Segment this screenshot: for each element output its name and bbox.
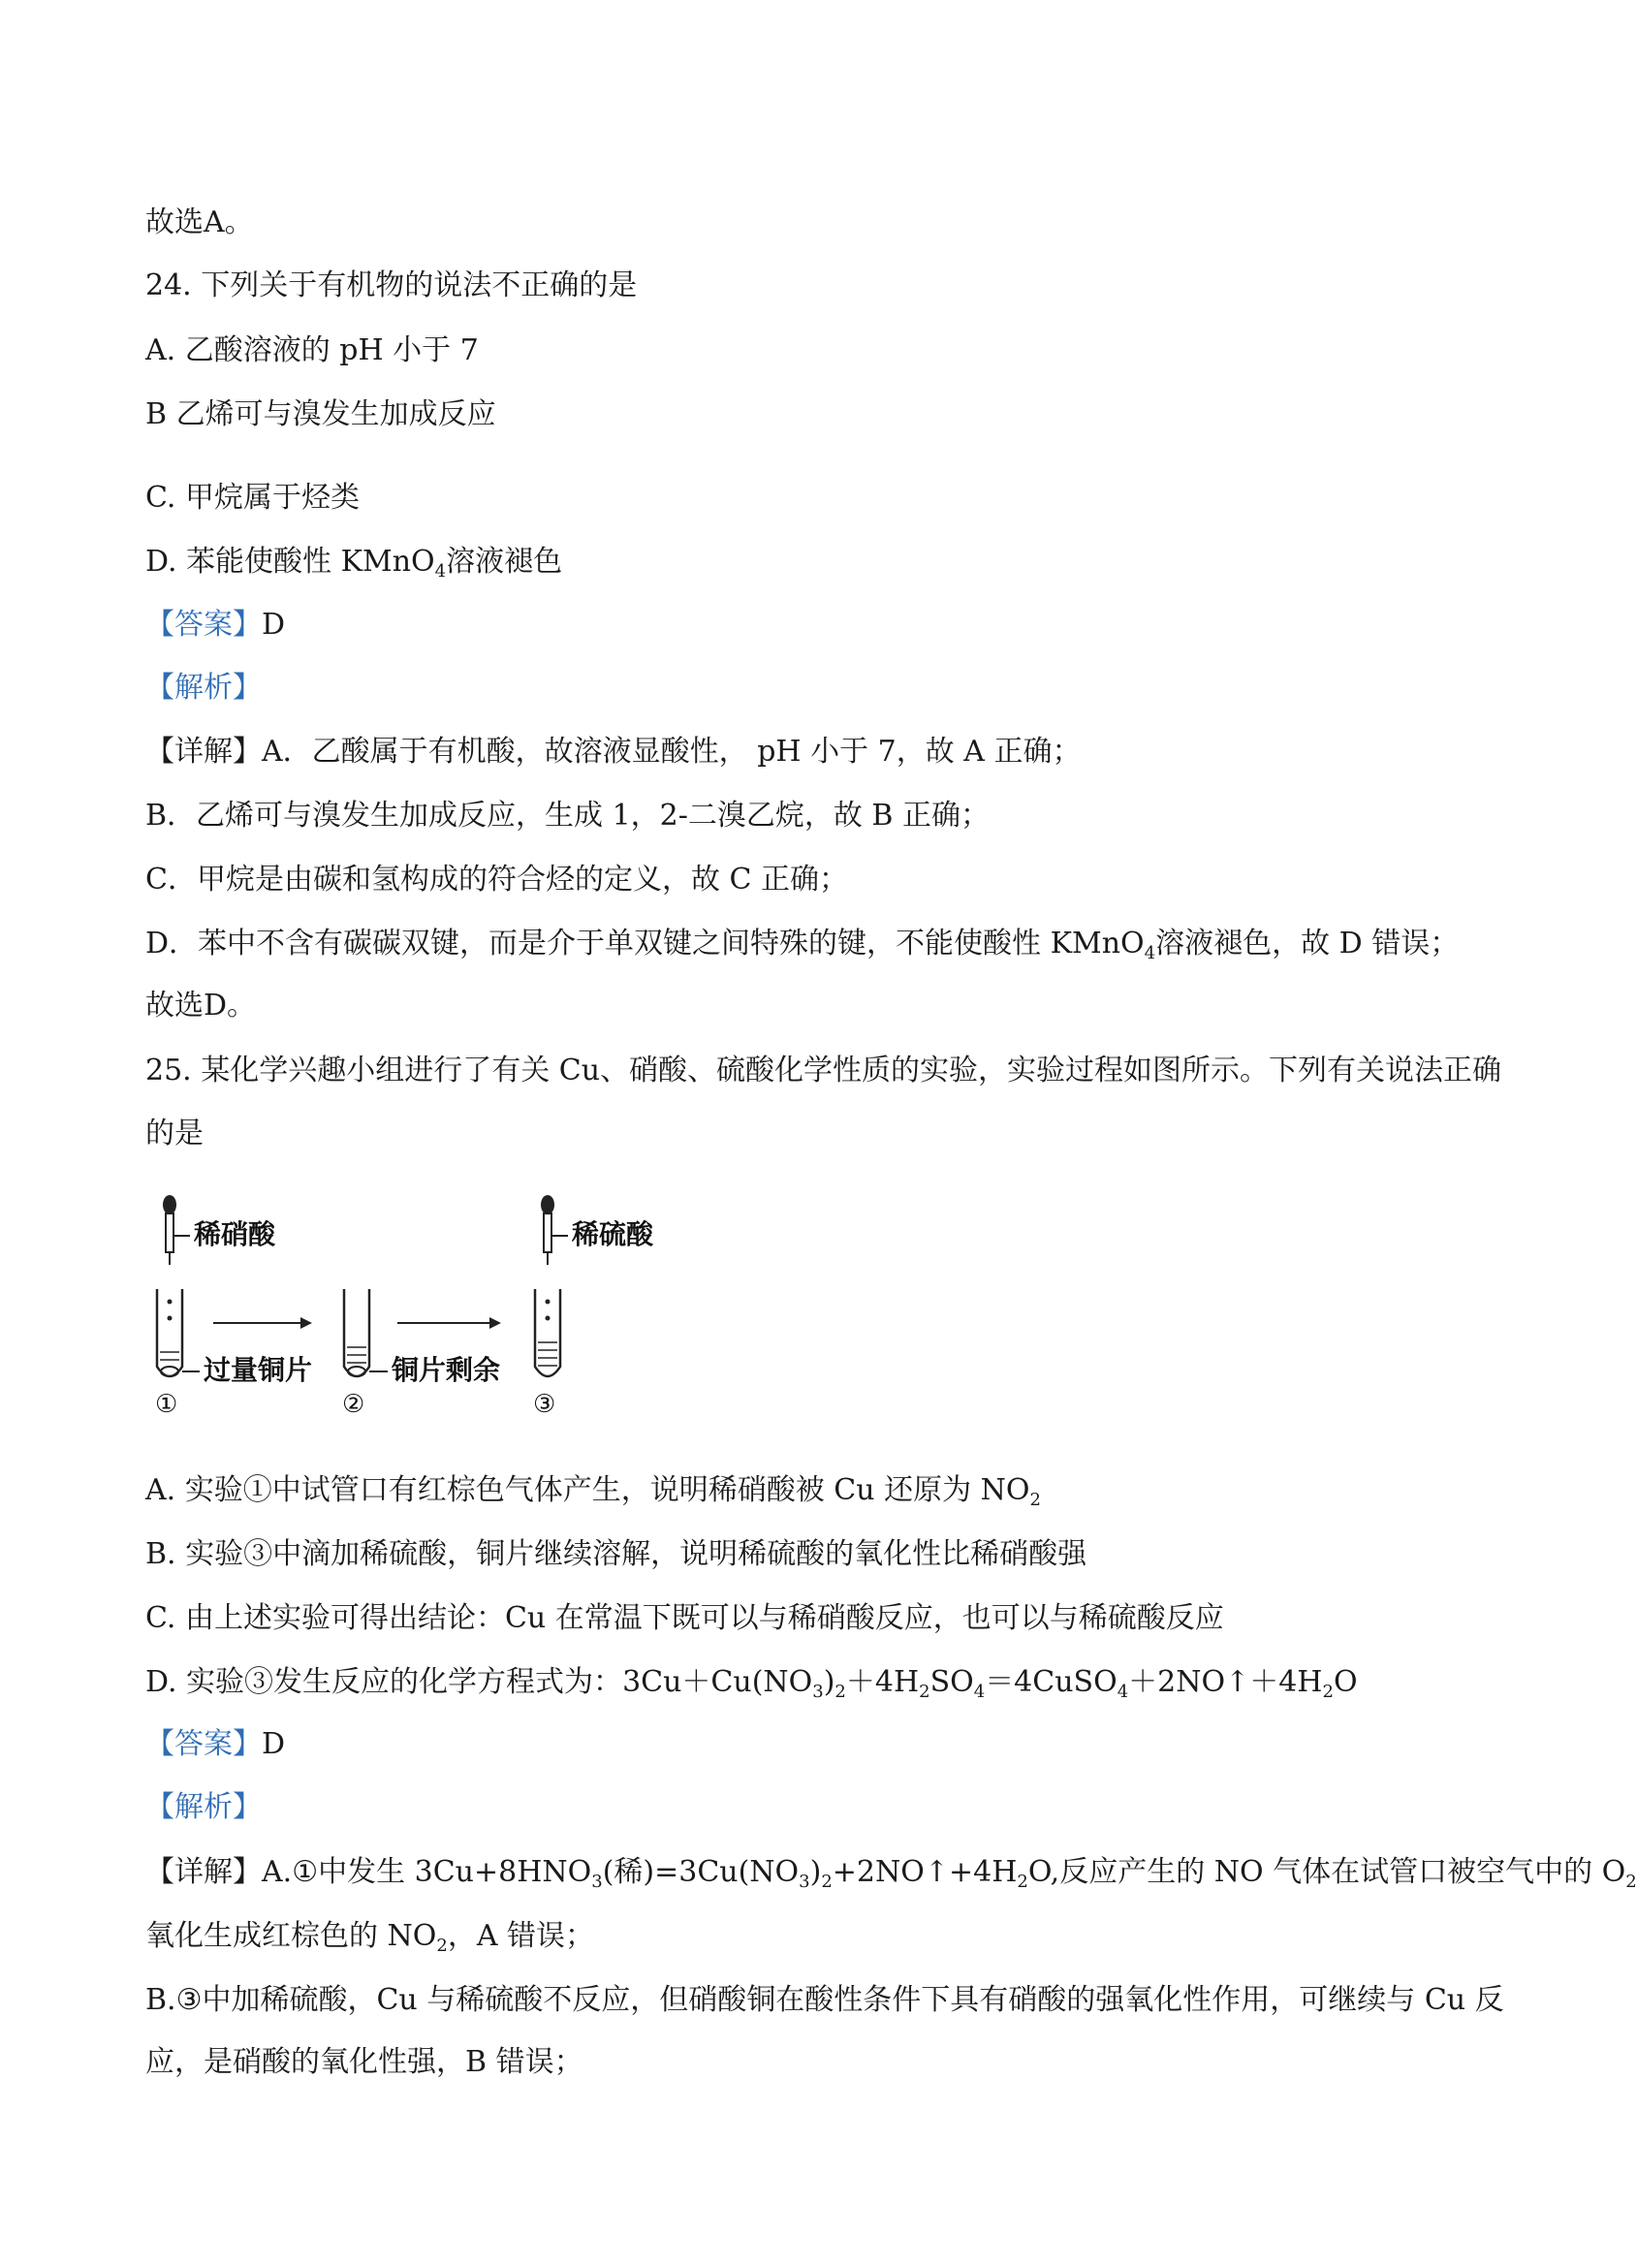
q25-answer: 【答案】D xyxy=(145,1727,286,1761)
q24-option-d: D. 苯能使酸性 KMnO$_4$溶液褪色 xyxy=(145,545,563,582)
dropper-icon-1 xyxy=(163,1195,176,1265)
answer-label: 【答案】 xyxy=(145,608,262,642)
q25-option-d: D. 实验③发生反应的化学方程式为：$3Cu+Cu(NO_3)_2+4H_2SO_4=4CuSO_4+2NO↑+4H_2O$ xyxy=(145,1665,1358,1702)
q25-option-a: A. 实验①中试管口有红棕色气体产生，说明稀硝酸被 Cu 还原为 $NO_2$ xyxy=(145,1473,1041,1510)
experiment-figure xyxy=(145,1187,688,1439)
q25-detail-b-line1: B.③中加稀硫酸，Cu 与稀硫酸不反应，但硝酸铜在酸性条件下具有硝酸的强氧化性作用，可继续与 Cu 反 xyxy=(145,1983,1504,2017)
q25-stem-line1: 25. 某化学兴趣小组进行了有关 Cu、硝酸、硫酸化学性质的实验，实验过程如图所示。下列有关说法正确 xyxy=(145,1054,1502,1087)
label-num-3: ③ xyxy=(533,1390,556,1419)
label-excess-copper: 过量铜片 xyxy=(204,1354,313,1386)
q24-option-a: A. 乙酸溶液的 pH 小于 7 xyxy=(145,333,479,367)
q25-detail-a-line1: 【详解】A.①中发生 $3Cu+8HNO_3$(稀)$=3Cu(NO_3)_2+2NO↑+4H_2O$,反应产生的 NO 气体在试管口被空气中的 $O_2$ xyxy=(145,1855,1637,1892)
label-dilute-nitric: 稀硝酸 xyxy=(194,1218,276,1250)
label-dilute-sulfuric: 稀硫酸 xyxy=(572,1218,654,1250)
q25-option-c: C. 由上述实验可得出结论：Cu 在常温下既可以与稀硝酸反应，也可以与稀硫酸反应 xyxy=(145,1601,1224,1635)
test-tube-3 xyxy=(535,1289,560,1376)
detail-label: 【详解】 xyxy=(145,1855,262,1889)
test-tube-1 xyxy=(157,1289,182,1376)
q24-conclusion: 故选D。 xyxy=(145,989,257,1023)
label-num-1: ① xyxy=(155,1390,178,1419)
label-copper-remaining: 铜片剩余 xyxy=(392,1354,501,1386)
detail-label: 【详解】 xyxy=(145,735,262,769)
q24-detail-a: 【详解】A．乙酸属于有机酸，故溶液显酸性， pH 小于 7，故 A 正确； xyxy=(145,735,1082,769)
q25-analysis-label: 【解析】 xyxy=(145,1790,262,1824)
q24-detail-b: B．乙烯可与溴发生加成反应，生成 1，2-二溴乙烷，故 B 正确； xyxy=(145,799,991,833)
q25-detail-b-line2: 应，是硝酸的氧化性强，B 错误； xyxy=(145,2045,583,2079)
q24-option-b: B 乙烯可与溴发生加成反应 xyxy=(145,397,496,431)
q25-option-b: B. 实验③中滴加稀硫酸，铜片继续溶解，说明稀硫酸的氧化性比稀硝酸强 xyxy=(145,1537,1087,1571)
q24-detail-d: D．苯中不含有碳碳双键，而是介于单双键之间特殊的键，不能使酸性 KMnO$_4$溶液褪色，故 D 错误； xyxy=(145,927,1460,963)
answer-label: 【答案】 xyxy=(145,1727,262,1761)
q23-conclusion: 故选A。 xyxy=(145,205,254,239)
q24-stem: 24. 下列关于有机物的说法不正确的是 xyxy=(145,268,638,302)
q25-detail-a-line2: 氧化生成红棕色的 $NO_2$，A 错误； xyxy=(145,1919,595,1956)
q24-detail-c: C．甲烷是由碳和氢构成的符合烃的定义，故 C 正确； xyxy=(145,863,848,897)
q24-analysis-label: 【解析】 xyxy=(145,671,262,705)
q25-stem-line2: 的是 xyxy=(145,1117,204,1150)
test-tube-2 xyxy=(344,1289,369,1376)
q24-option-c: C. 甲烷属于烃类 xyxy=(145,481,360,515)
label-num-2: ② xyxy=(342,1390,365,1419)
q24-answer: 【答案】D xyxy=(145,608,286,642)
dropper-icon-2 xyxy=(541,1195,554,1265)
